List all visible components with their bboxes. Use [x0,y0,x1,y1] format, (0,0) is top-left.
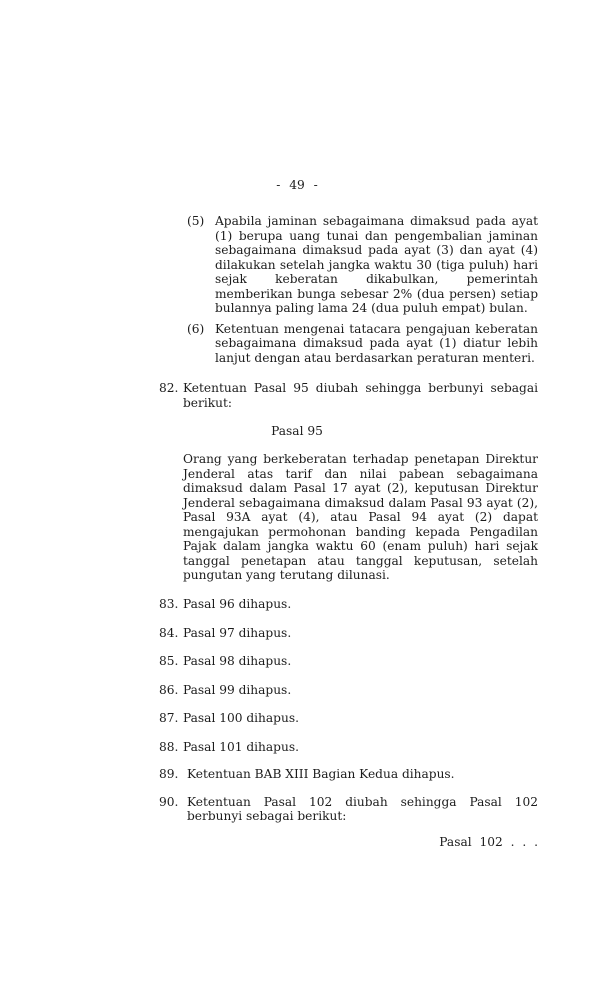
amendment-number: 87. [159,711,179,726]
amendment-number: 83. [159,597,179,612]
amendment-text: Pasal 100 dihapus. [183,711,299,726]
clause-text: Ketentuan mengenai tatacara pengajuan keberatan sebagaimana dimaksud pada ayat (1) diatur lebih lanjut dengan atau berdasarkan peraturan menteri. [215,321,538,365]
amendment-text: Pasal 101 dihapus. [183,739,299,754]
amendment-number: 82. [159,381,179,396]
amendment-text: Pasal 99 dihapus. [183,682,292,697]
amendment-item-89 [159,767,538,782]
amendment-text: Pasal 98 dihapus. [183,654,292,669]
amendment-number: 84. [159,625,179,640]
amendment-item-82 [159,381,538,410]
pasal-95-body: Orang yang berkeberatan terhadap penetapan Direktur Jenderal atas tarif dan nilai pabean sebagaimana dimaksud dalam Pasal 17 ayat (2), keputusan Direktur Jenderal sebagaimana dimaksud dalam Pasal 93 ayat (2), Pasal 93A ayat (4), atau Pasal 94 ayat (2) dapat mengajukan permohonan banding kepada Pengadilan Pajak dalam jangka waktu 60 (enam puluh) hari sejak tanggal penetapan atau tanggal keputusan, setelah pungutan yang terutang dilunasi. [183,452,538,583]
document-body [159,214,538,850]
clause-marker: (5) [187,214,205,228]
page-number: - 49 - [276,178,318,192]
clause-marker: (6) [187,321,205,336]
catchword: Pasal 102 . . . [439,834,538,849]
amendment-number: 90. [159,794,179,809]
amendment-item-83 [159,597,538,612]
pasal-95-heading: Pasal 95 [271,423,323,438]
amendment-text: Ketentuan Pasal 95 diubah sehingga berbunyi sebagai berikut: [183,381,538,411]
amendment-text: Ketentuan Pasal 102 diubah sehingga Pasal 102 berbunyi sebagai berikut: [187,794,538,824]
amendment-number: 86. [159,682,179,697]
amendment-number: 85. [159,654,179,669]
amendment-text: Ketentuan BAB XIII Bagian Kedua dihapus. [187,767,455,782]
amendment-item-87 [159,711,538,726]
amendment-item-86 [159,683,538,698]
amendment-item-90 [159,795,538,824]
amendment-text: Pasal 96 dihapus. [183,597,292,612]
amendment-item-88 [159,740,538,755]
amendment-number: 89. [159,767,179,782]
clause-item-5 [187,214,538,316]
amendment-number: 88. [159,739,179,754]
clause-text: Apabila jaminan sebagaimana dimaksud pada ayat (1) berupa uang tunai dan pengembalian jaminan sebagaimana dimaksud pada ayat (3) dan ayat (4) dilakukan setelah jangka waktu 30 (tiga puluh) hari sejak keberatan dikabulkan, pemerintah memberikan bunga sebesar 2% (dua persen) setiap bulannya paling lama 24 (dua puluh empat) bulan. [215,214,538,316]
amendment-item-84 [159,626,538,641]
amendment-item-85 [159,654,538,669]
amendment-text: Pasal 97 dihapus. [183,625,292,640]
clause-item-6 [187,322,538,366]
